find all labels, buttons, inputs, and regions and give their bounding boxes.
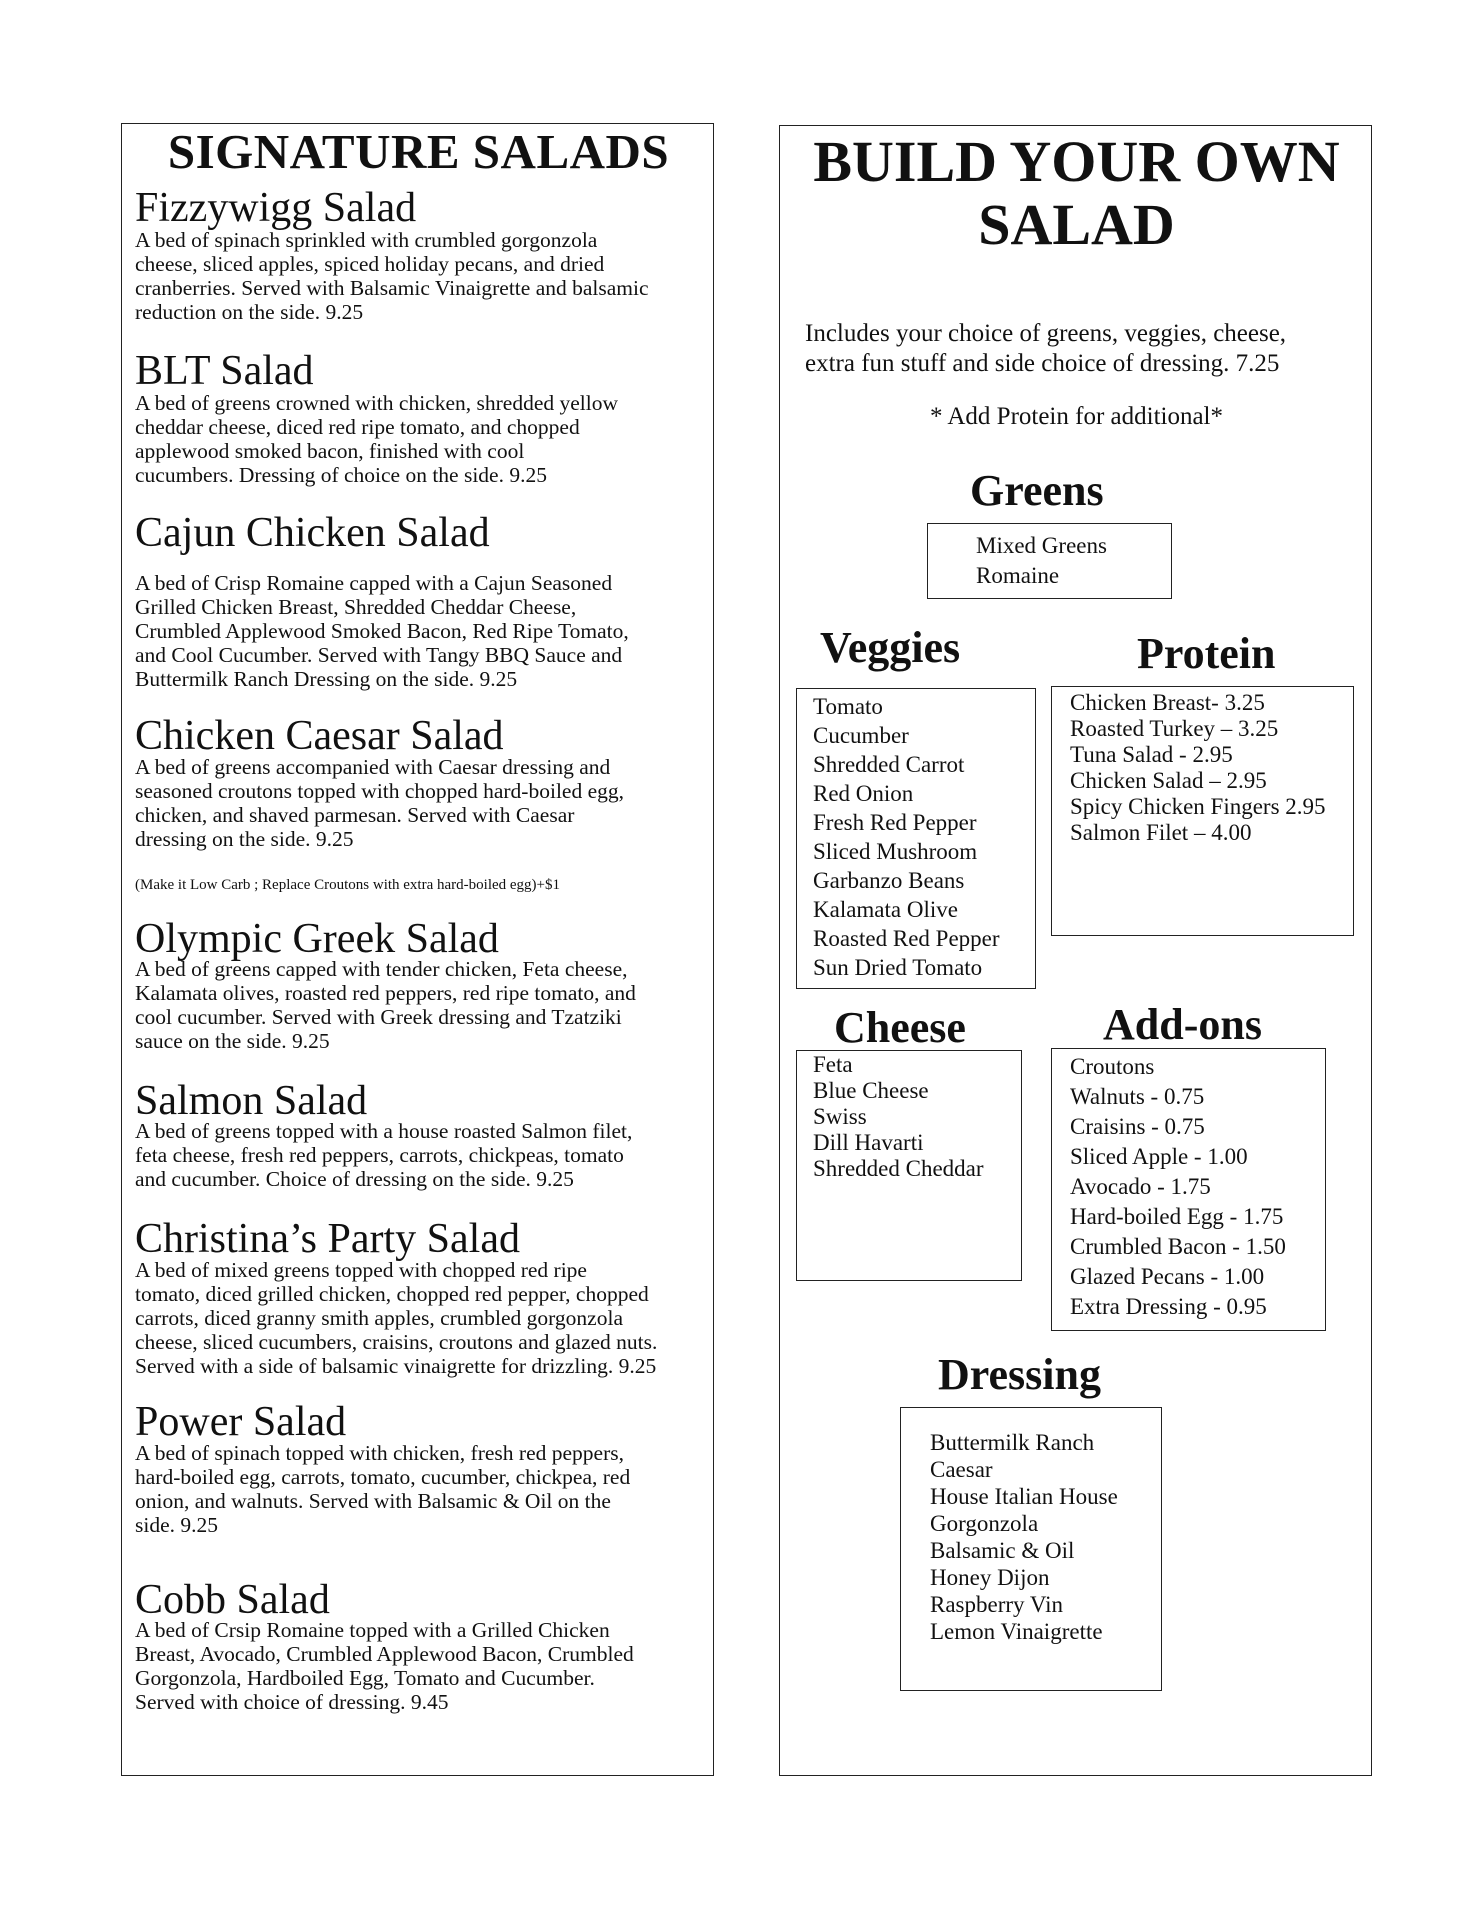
salad-desc-cajun-chicken: A bed of Crisp Romaine capped with a Cajun Seasoned Grilled Chicken Breast, Shredded Cheddar Cheese, Crumbled Applewood Smoked Bacon, Red Ripe Tomato, and Cool Cucumber. Served with Tangy BBQ Sauce and Buttermilk Ranch Dressing on the side. 9.25	[135, 571, 629, 691]
list-item: Caesar	[930, 1457, 993, 1482]
list-item: Chicken Salad – 2.95	[1070, 768, 1267, 793]
add-protein-note: * Add Protein for additional*	[929, 403, 1224, 430]
salad-name-cobb: Cobb Salad	[135, 1577, 330, 1623]
salad-desc-salmon: A bed of greens topped with a house roasted Salmon filet, feta cheese, fresh red peppers, carrots, chickpeas, tomato and cucumber. Choice of dressing on the side. 9.25	[135, 1119, 633, 1191]
salad-name-chicken-caesar: Chicken Caesar Salad	[135, 713, 504, 759]
list-item: Raspberry Vin	[930, 1592, 1063, 1617]
protein-heading: Protein	[1137, 629, 1276, 678]
list-item: Roasted Turkey – 3.25	[1070, 716, 1279, 741]
addons-heading: Add-ons	[1103, 1000, 1262, 1049]
list-item: Avocado - 1.75	[1070, 1174, 1211, 1199]
list-item: Chicken Breast- 3.25	[1070, 690, 1265, 715]
list-item: Feta	[813, 1052, 853, 1077]
protein-list	[1070, 690, 1326, 846]
list-item: Fresh Red Pepper	[813, 810, 977, 835]
cheese-list	[813, 1052, 984, 1182]
greens-list	[976, 531, 1107, 591]
greens-heading: Greens	[970, 466, 1104, 515]
list-item: Blue Cheese	[813, 1078, 929, 1103]
list-item: Romaine	[976, 563, 1060, 588]
salad-name-fizzywigg: Fizzywigg Salad	[135, 185, 417, 231]
salad-desc-fizzywigg: A bed of spinach sprinkled with crumbled gorgonzola cheese, sliced apples, spiced holiday pecans, and dried cranberries. Served with Balsamic Vinaigrette and balsamic reduction on the side. 9.25	[135, 228, 649, 324]
list-item: Sliced Apple - 1.00	[1070, 1144, 1248, 1169]
list-item: Gorgonzola	[930, 1511, 1039, 1536]
list-item: Spicy Chicken Fingers 2.95	[1070, 794, 1326, 819]
salad-name-christinas-party: Christina’s Party Salad	[135, 1216, 520, 1262]
dressing-list	[930, 1429, 1118, 1645]
salad-desc-power: A bed of spinach topped with chicken, fresh red peppers, hard-boiled egg, carrots, tomato, cucumber, chickpea, red onion, and walnuts. Served with Balsamic & Oil on the side. 9.25	[135, 1441, 631, 1537]
veggies-list	[813, 692, 1000, 982]
list-item: Shredded Cheddar	[813, 1156, 984, 1181]
list-item: Balsamic & Oil	[930, 1538, 1075, 1563]
build-intro-text: Includes your choice of greens, veggies, cheese, extra fun stuff and side choice of dressing. 7.25	[805, 320, 1287, 377]
list-item: Kalamata Olive	[813, 897, 958, 922]
list-item: Walnuts - 0.75	[1070, 1084, 1205, 1109]
list-item: Tuna Salad - 2.95	[1070, 742, 1233, 767]
list-item: Sun Dried Tomato	[813, 955, 983, 980]
dressing-heading: Dressing	[938, 1350, 1101, 1399]
salad-desc-blt: A bed of greens crowned with chicken, shredded yellow cheddar cheese, diced red ripe tomato, and chopped applewood smoked bacon, finished with cool cucumbers. Dressing of choice on the side. 9.25	[135, 391, 619, 487]
list-item: Lemon Vinaigrette	[930, 1619, 1103, 1644]
list-item: Honey Dijon	[930, 1565, 1050, 1590]
salad-name-power: Power Salad	[135, 1399, 347, 1445]
signature-salads-title: SIGNATURE SALADS	[167, 124, 670, 179]
salad-name-olympic-greek: Olympic Greek Salad	[135, 916, 499, 962]
list-item: Swiss	[813, 1104, 867, 1129]
list-item: Mixed Greens	[976, 533, 1107, 558]
list-item: Hard-boiled Egg - 1.75	[1070, 1204, 1284, 1229]
list-item: Tomato	[813, 694, 883, 719]
list-item: Glazed Pecans - 1.00	[1070, 1264, 1265, 1289]
list-item: Shredded Carrot	[813, 752, 965, 777]
list-item: Salmon Filet – 4.00	[1070, 820, 1252, 845]
list-item: Cucumber	[813, 723, 909, 748]
list-item: Extra Dressing - 0.95	[1070, 1294, 1267, 1319]
list-item: Garbanzo Beans	[813, 868, 965, 893]
veggies-heading: Veggies	[820, 623, 961, 672]
list-item: Craisins - 0.75	[1070, 1114, 1205, 1139]
list-item: Croutons	[1070, 1054, 1155, 1079]
list-item: Red Onion	[813, 781, 914, 806]
cheese-heading: Cheese	[834, 1003, 966, 1052]
list-item: Buttermilk Ranch	[930, 1430, 1095, 1455]
salad-desc-olympic-greek: A bed of greens capped with tender chicken, Feta cheese, Kalamata olives, roasted red peppers, red ripe tomato, and cool cucumber. Served with Greek dressing and Tzatziki sauce on the side. 9.25	[135, 957, 636, 1053]
list-item: Crumbled Bacon - 1.50	[1070, 1234, 1286, 1259]
low-carb-note: (Make it Low Carb ; Replace Croutons with extra hard-boiled egg)+$1	[135, 877, 561, 893]
build-your-own-panel	[779, 125, 1372, 1776]
list-item: House Italian House	[930, 1484, 1118, 1509]
signature-salads-panel	[121, 123, 714, 1776]
addons-list	[1070, 1052, 1286, 1322]
salad-name-salmon: Salmon Salad	[135, 1078, 368, 1124]
list-item: Dill Havarti	[813, 1130, 924, 1155]
salad-name-cajun-chicken: Cajun Chicken Salad	[135, 510, 490, 556]
build-your-own-title: BUILD YOUR OWN SALAD	[813, 129, 1340, 257]
list-item: Sliced Mushroom	[813, 839, 978, 864]
salad-desc-cobb: A bed of Crsip Romaine topped with a Grilled Chicken Breast, Avocado, Crumbled Applewood Bacon, Crumbled Gorgonzola, Hardboiled Egg, Tomato and Cucumber. Served with choice of dressing. 9.45	[135, 1618, 634, 1714]
salad-desc-christinas-party: A bed of mixed greens topped with chopped red ripe tomato, diced grilled chicken, chopped red pepper, chopped carrots, diced granny smith apples, crumbled gorgonzola cheese, sliced cucumbers, craisins, croutons and glazed nuts. Served with a side of balsamic vinaigrette for drizzling. 9.25	[135, 1258, 658, 1378]
salad-name-blt: BLT Salad	[135, 348, 314, 394]
list-item: Roasted Red Pepper	[813, 926, 1000, 951]
salad-desc-chicken-caesar: A bed of greens accompanied with Caesar dressing and seasoned croutons topped with chopped hard-boiled egg, chicken, and shaved parmesan. Served with Caesar dressing on the side. 9.25	[135, 755, 624, 851]
